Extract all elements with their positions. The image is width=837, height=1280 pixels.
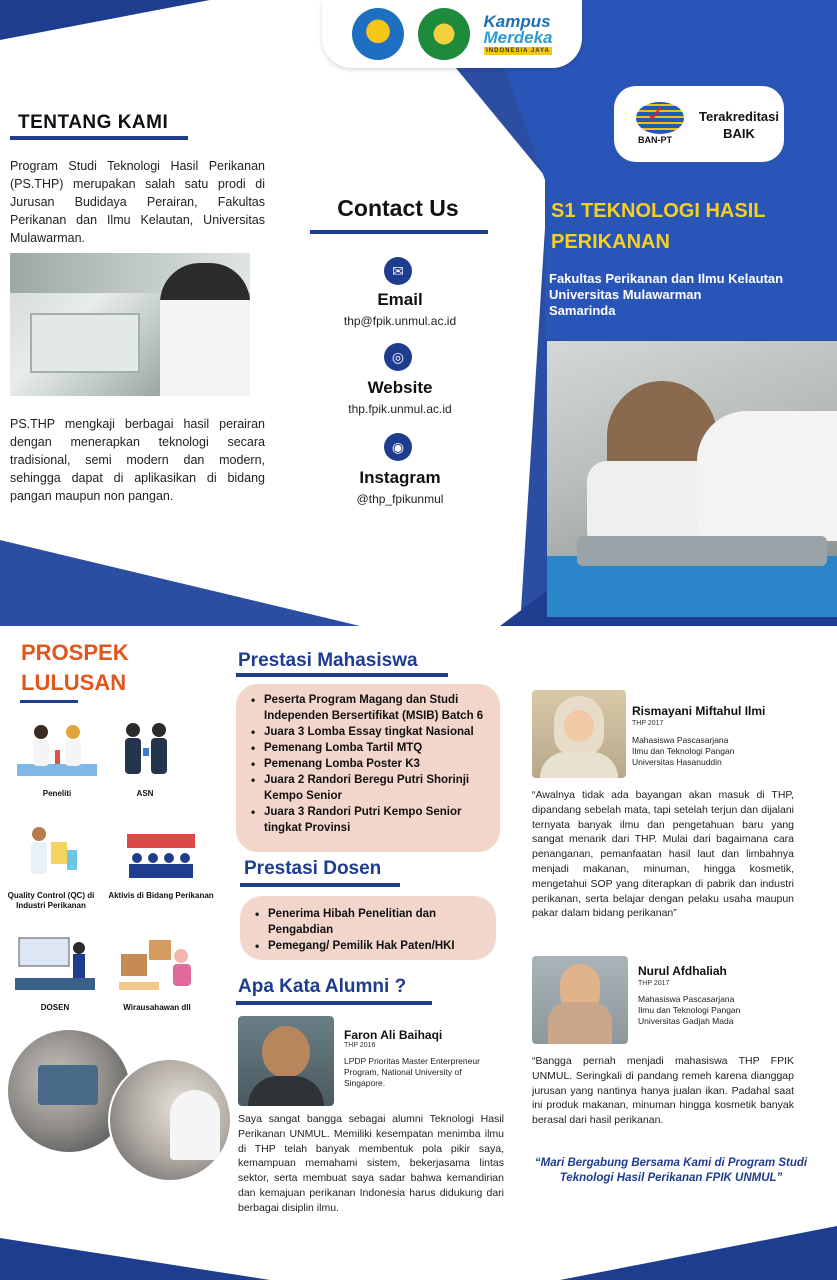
rismayani-quote: “Awalnya tidak ada bayangan akan masuk di THP, dipandang sebelah mata, tapi setelah terjun dan dijalani ternyata banyak ilmu dan pengetahuan baru yang sangat menarik dari THP. Mulai dari bagaimana cara penanganan, pemanfaatan hasil laut dan limbahnya menjadi makanan, minuman, hingga kosmetik, mengetahui SOP yang diterapkan di pabrik dan industri perikanan, serta belajar dengan pelaku usaha maupun pakar dalam bidang perikanan” [532,789,794,920]
rismayani-year: THP 2017 [632,720,664,727]
prospek-title: PROSPEK LULUSAN [21,640,129,695]
faron-info: LPDP Prioritas Master Enterpreneur Program, National University of Singapore. [344,1056,480,1088]
nurul-year: THP 2017 [638,980,670,987]
globe-icon: ◎ [384,343,412,371]
career-activist: Aktivis di Bidang Perikanan [106,822,216,901]
prestasi-mahasiswa-title: Prestasi Mahasiswa [238,650,418,671]
fish-processing-photo [547,341,837,617]
instagram-icon: ◉ [384,433,412,461]
instagram-label: Instagram [359,468,441,487]
contact-title: Contact Us [337,195,459,221]
website-label: Website [367,378,433,397]
list-item: • Pemenang Lomba Tartil MTQ [246,740,490,756]
email-label: Email [377,290,423,309]
brochure-inside [0,626,837,1280]
about-paragraph-1: Program Studi Teknologi Hasil Perikanan (PS.THP) merupakan salah satu prodi di Jurusan Budidaya Perairan, Fakultas Perikanan dan Ilmu Kelautan, Universitas Mulawarman. [10,159,265,245]
nurul-photo [532,956,628,1044]
about-title-underline [10,136,188,140]
career-lecturer: DOSEN [0,934,110,1013]
brochure-outside [0,0,837,626]
entrepreneur-illustration [115,934,199,992]
prestasi-dosen-box [240,896,496,960]
faron-quote: Saya sangat bangga sebagai alumni Teknologi Hasil Perikanan UNMUL. Memiliki kesempatan menimba ilmu di THP telah banyak membentuk pola pikir saya, kemampuan memahami sistem, bekerjasama lintas sektor, serta membuat saya sadar bahwa kemandirian dan kemajuan perikanan Indonesia harus didukung dari berbagai disiplin ilmu. [238,1113,504,1214]
logos-header [322,0,582,68]
list-item: • Juara 2 Randori Beregu Putri Shorinji Kempo Senior [246,772,490,804]
nurul-quote: “Bangga pernah menjadi mahasiswa THP FPIK UNMUL. Seringkali di pandang remeh karena dianggap jurusan yang nantinya hanya jualan ikan. Padahal saat ini produk makanan, minuman hingga kosmetik banyak berasal dari hasil perikanan. [532,1055,794,1127]
lab-photo [10,253,250,396]
kemdikbud-logo [352,8,404,60]
ban-pt-logo: ✓ BAN-PT [630,100,690,146]
program-title: S1 TEKNOLOGI HASIL PERIKANAN [551,200,766,253]
career-qc: Quality Control (QC) di Industri Perikanan [0,822,106,911]
prestasi-mahasiswa-list [246,692,490,836]
prestasi-dosen-underline [240,883,400,887]
rismayani-photo [532,690,626,778]
faron-year: THP 2016 [344,1042,376,1049]
about-paragraph-2: PS.THP mengkaji berbagai hasil perairan dengan menerapkan teknologi secara tradisional, semi modern dan modern, sehingga dapat di aplikasikan di bidang pangan maupun non pangan. [10,417,265,503]
closing-slogan: “Mari Bergabung Bersama Kami di Program Studi Teknologi Hasil Perikanan FPIK UNMUL” [534,1157,808,1184]
accreditation-text: Terakreditasi BAIK [699,109,779,141]
asn-illustration [103,720,187,778]
career-entrepreneur: Wirausahawan dll [102,934,212,1013]
email-link[interactable]: thp@fpik.unmul.ac.id [343,314,457,328]
unmul-logo [418,8,470,60]
list-item: • Juara 3 Lomba Essay tingkat Nasional [246,724,490,740]
website-link[interactable]: thp.fpik.unmul.ac.id [348,402,452,416]
program-subtitle: Fakultas Perikanan dan Ilmu Kelautan Universitas Mulawarman Samarinda [549,271,784,318]
career-researcher: Peneliti [2,720,112,799]
contact-title-underline [310,230,488,234]
list-item: • Peserta Program Magang dan Studi Independen Bersertifikat (MSIB) Batch 6 [246,692,490,724]
lecturer-illustration [13,934,97,992]
accreditation-badge [614,86,784,162]
list-item: • Penerima Hibah Penelitian dan Pengabdian [250,906,486,938]
student-lab-photo-2 [108,1058,232,1182]
faron-name: Faron Ali Baihaqi [344,1028,443,1042]
prestasi-mahasiswa-box [236,684,500,852]
list-item: • Pemenang Lomba Poster K3 [246,756,490,772]
alumni-title: Apa Kata Alumni ? [238,976,407,997]
prospek-underline [20,700,78,703]
kampus-merdeka-logo: Kampus Merdeka INDONESIA JAYA [483,11,553,54]
researcher-illustration [15,720,99,778]
about-title: TENTANG KAMI [18,112,169,133]
prestasi-dosen-list [250,906,486,954]
check-icon: ✓ [646,101,667,128]
alumni-underline [236,1001,432,1005]
quality-control-illustration [9,822,93,880]
prestasi-mahasiswa-underline [236,673,448,677]
rismayani-name: Rismayani Miftahul Ilmi [632,704,766,718]
activist-illustration [119,822,203,880]
nurul-name: Nurul Afdhaliah [638,964,727,978]
prestasi-dosen-title: Prestasi Dosen [244,858,382,879]
email-icon: ✉ [384,257,412,285]
rismayani-info: Mahasiswa Pascasarjana Ilmu dan Teknologi Pangan Universitas Hasanuddin [632,735,735,767]
nurul-info: Mahasiswa Pascasarjana Ilmu dan Teknologi Pangan Universitas Gadjah Mada [638,994,741,1026]
list-item: • Pemegang/ Pemilik Hak Paten/HKI [250,938,486,954]
list-item: • Juara 3 Randori Putri Kempo Senior tingkat Provinsi [246,804,490,836]
faron-photo [238,1016,334,1106]
career-asn: ASN [90,720,200,799]
instagram-link[interactable]: @thp_fpikunmul [356,492,444,506]
